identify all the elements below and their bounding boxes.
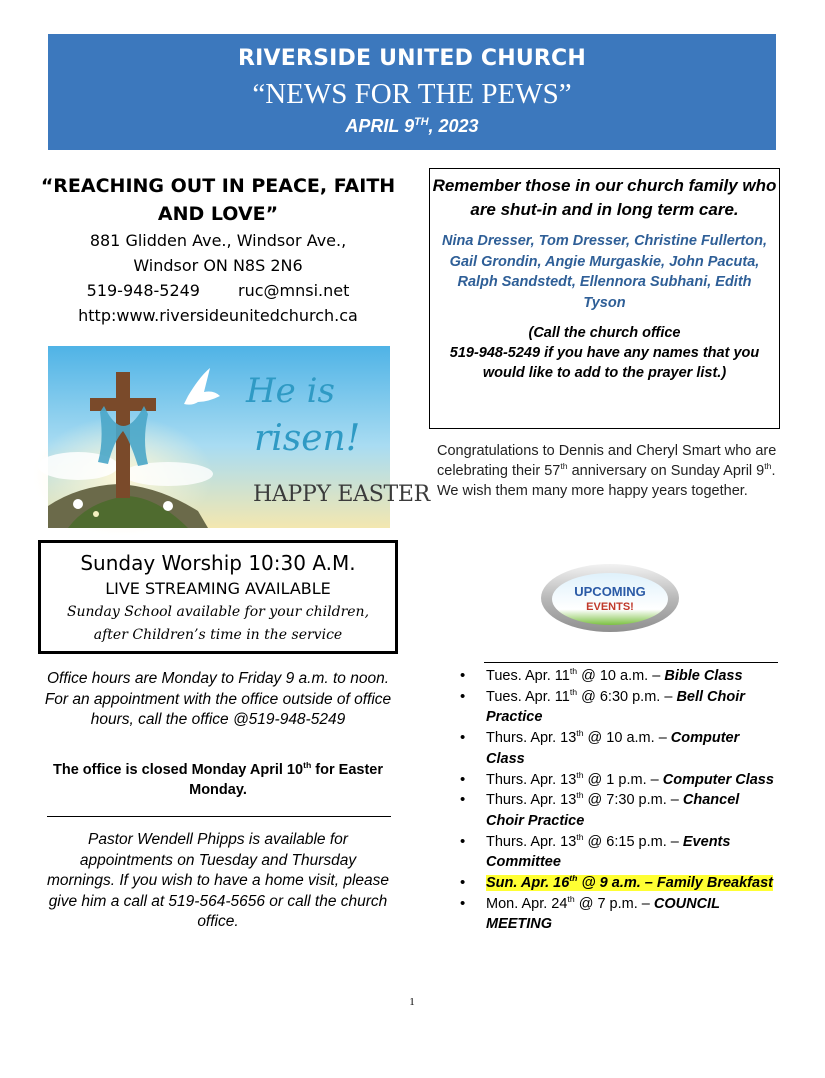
sunday-school-line-1: Sunday School available for your children, xyxy=(66,604,370,620)
address-line-2: Windsor ON N8S 2N6 xyxy=(133,256,303,275)
event-item: • Mon. Apr. 24th @ 7 p.m. – COUNCIL MEETING xyxy=(460,894,780,935)
worship-time: Sunday Worship 10:30 A.M. xyxy=(80,551,356,575)
happy-easter-caption: HAPPY EASTER xyxy=(253,482,430,507)
easter-image xyxy=(48,346,430,528)
event-item: • Thurs. Apr. 13th @ 7:30 p.m. – Chancel Choir Practice xyxy=(460,790,780,831)
live-streaming: LIVE STREAMING AVAILABLE xyxy=(105,579,331,598)
newsletter-header xyxy=(48,34,776,150)
email-address[interactable]: ruc@mnsi.net xyxy=(237,281,350,300)
event-item: • Tues. Apr. 11th @ 6:30 p.m. – Bell Choir Practice xyxy=(460,687,780,728)
event-item: • Thurs. Apr. 13th @ 1 p.m. – Computer Class xyxy=(460,770,780,791)
event-item: • Thurs. Apr. 13th @ 10 a.m. – Computer Class xyxy=(460,728,780,769)
divider xyxy=(47,816,391,817)
sunday-school-line-2: after Children’s time in the service xyxy=(93,627,343,643)
upcoming-events-badge xyxy=(540,562,680,634)
anniversary-congrats: Congratulations to Dennis and Cheryl Smart who are celebrating their 57th anniversary on Sunday April 9th. We wish them many more happy years together. xyxy=(437,443,777,499)
shut-in-names: Nina Dresser, Tom Dresser, Christine Fullerton, Gail Grondin, Angie Murgaskie, John Pacuta, Ralph Sandstedt, Ellennora Subhani, Edith Tyson xyxy=(441,233,767,311)
event-item: • Thurs. Apr. 13th @ 6:15 p.m. – Events Committee xyxy=(460,832,780,873)
badge-graphic xyxy=(540,562,680,634)
prayer-list-note: (Call the church office 519-948-5249 if you have any names that you would like to add to the prayer list.) xyxy=(449,325,760,381)
pastor-availability: Pastor Wendell Phipps is available for appointments on Tuesday and Thursday mornings. If you wish to have a home visit, please give him a call at 519-564-5656 or call the church office. xyxy=(46,831,390,930)
website-link[interactable]: http:www.riversideunitedchurch.ca xyxy=(78,306,358,325)
office-hours: Office hours are Monday to Friday 9 a.m. to noon. For an appointment with the office outside of office hours, call the office @519-948-5249 xyxy=(44,670,392,728)
badge-upcoming: UPCOMING xyxy=(574,584,646,599)
contact-line xyxy=(40,278,396,303)
event-item: • Tues. Apr. 11th @ 10 a.m. – Bible Class xyxy=(460,666,780,687)
events-list xyxy=(460,666,780,935)
phone-number: 519-948-5249 xyxy=(86,281,200,300)
he-is-script: He is xyxy=(246,371,335,411)
church-motto: “REACHING OUT IN PEACE, FAITH AND LOVE” xyxy=(40,175,396,225)
address-line-1: 881 Glidden Ave., Windsor Ave., xyxy=(89,231,347,250)
shut-in-box xyxy=(429,168,780,429)
events-divider xyxy=(484,662,778,663)
church-name: RIVERSIDE UNITED CHURCH xyxy=(237,46,587,71)
shut-in-heading: Remember those in our church family who are shut-in and in long term care. xyxy=(432,176,777,219)
worship-box xyxy=(38,540,398,654)
risen-script: risen! xyxy=(254,418,361,459)
event-item: • Sun. Apr. 16th @ 9 a.m. – Family Breakfast xyxy=(460,873,780,894)
badge-events: EVENTS! xyxy=(586,601,634,613)
newsletter-title: “NEWS FOR THE PEWS” xyxy=(252,78,572,110)
newsletter-date: APRIL 9TH, 2023 xyxy=(345,116,479,136)
office-closed-notice: The office is closed Monday April 10th for Easter Monday. xyxy=(53,760,383,798)
church-info xyxy=(40,172,396,328)
page-number: 1 xyxy=(409,996,415,1008)
